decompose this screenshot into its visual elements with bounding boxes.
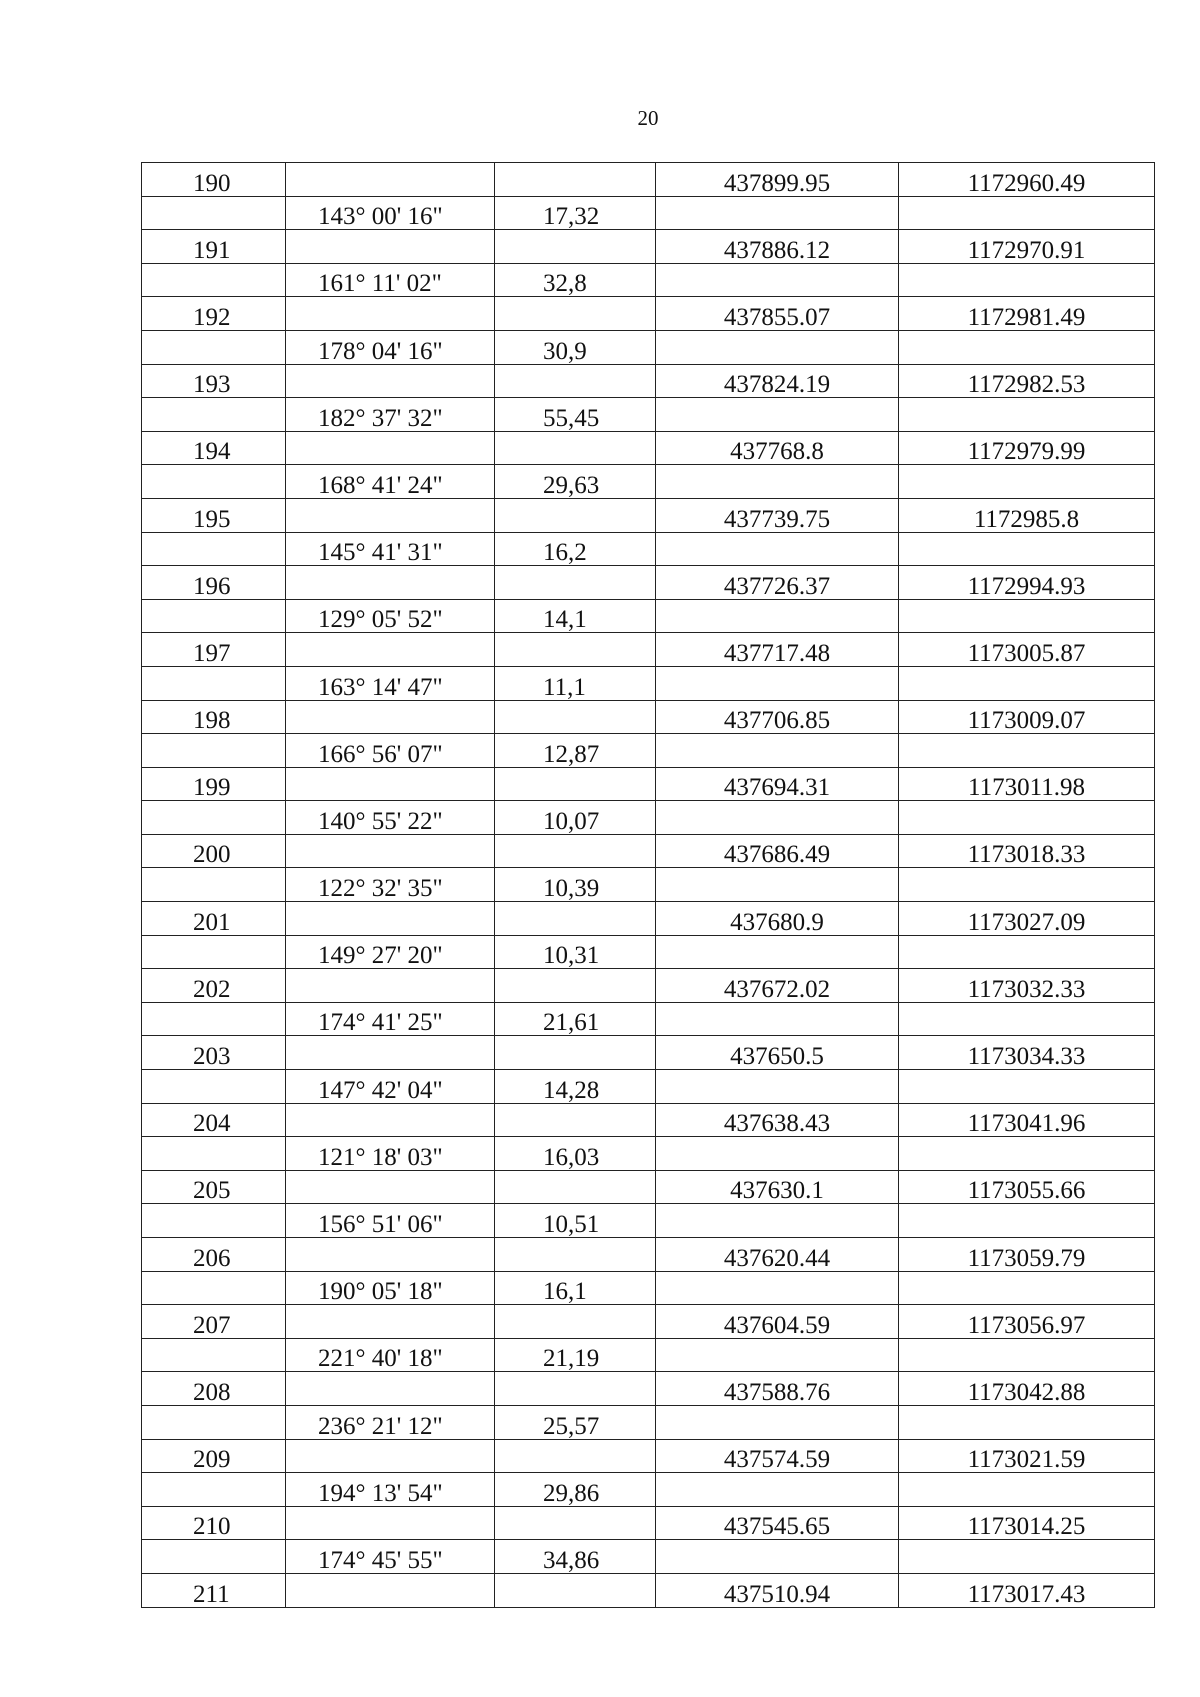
point-row: [142, 163, 1155, 197]
point-number-cell: 202: [142, 969, 286, 1003]
segment-row: [142, 1271, 1155, 1305]
segment-row: [142, 398, 1155, 432]
y-coordinate-cell: [899, 330, 1155, 364]
segment-row: [142, 1405, 1155, 1439]
direction-angle-cell: [286, 767, 495, 801]
direction-angle-cell: [286, 969, 495, 1003]
x-coordinate-cell: 437706.85: [656, 700, 899, 734]
x-coordinate-cell: [656, 532, 899, 566]
x-coordinate-cell: 437604.59: [656, 1305, 899, 1339]
distance-cell: [495, 969, 656, 1003]
point-number-cell: [142, 1473, 286, 1507]
segment-row: [142, 1473, 1155, 1507]
distance-cell: [495, 767, 656, 801]
x-coordinate-cell: 437680.9: [656, 902, 899, 936]
point-number-cell: [142, 1002, 286, 1036]
distance-cell: 55,45: [495, 398, 656, 432]
distance-cell: [495, 297, 656, 331]
y-coordinate-cell: [899, 1338, 1155, 1372]
y-coordinate-cell: 1173021.59: [899, 1439, 1155, 1473]
x-coordinate-cell: 437855.07: [656, 297, 899, 331]
y-coordinate-cell: 1173014.25: [899, 1506, 1155, 1540]
point-number-cell: [142, 330, 286, 364]
direction-angle-cell: 140° 55' 22": [286, 801, 495, 835]
point-number-cell: [142, 398, 286, 432]
distance-cell: [495, 163, 656, 197]
distance-cell: 30,9: [495, 330, 656, 364]
point-row: [142, 902, 1155, 936]
distance-cell: [495, 633, 656, 667]
point-row: [142, 364, 1155, 398]
segment-row: [142, 263, 1155, 297]
x-coordinate-cell: 437630.1: [656, 1170, 899, 1204]
y-coordinate-cell: [899, 734, 1155, 768]
x-coordinate-cell: 437588.76: [656, 1372, 899, 1406]
direction-angle-cell: 163° 14' 47": [286, 666, 495, 700]
y-coordinate-cell: 1173055.66: [899, 1170, 1155, 1204]
y-coordinate-cell: [899, 196, 1155, 230]
point-number-cell: [142, 465, 286, 499]
segment-row: [142, 196, 1155, 230]
distance-cell: 21,61: [495, 1002, 656, 1036]
y-coordinate-cell: 1172979.99: [899, 431, 1155, 465]
direction-angle-cell: [286, 1103, 495, 1137]
direction-angle-cell: 149° 27' 20": [286, 935, 495, 969]
x-coordinate-cell: 437510.94: [656, 1573, 899, 1607]
point-number-cell: 206: [142, 1238, 286, 1272]
direction-angle-cell: 121° 18' 03": [286, 1137, 495, 1171]
direction-angle-cell: 122° 32' 35": [286, 868, 495, 902]
point-row: [142, 1238, 1155, 1272]
direction-angle-cell: 174° 45' 55": [286, 1540, 495, 1574]
x-coordinate-cell: [656, 465, 899, 499]
point-number-cell: [142, 599, 286, 633]
point-row: [142, 230, 1155, 264]
segment-row: [142, 465, 1155, 499]
distance-cell: [495, 700, 656, 734]
y-coordinate-cell: [899, 1137, 1155, 1171]
point-row: [142, 834, 1155, 868]
x-coordinate-cell: [656, 1473, 899, 1507]
segment-row: [142, 734, 1155, 768]
x-coordinate-cell: [656, 1070, 899, 1104]
point-number-cell: [142, 935, 286, 969]
x-coordinate-cell: 437717.48: [656, 633, 899, 667]
distance-cell: [495, 1573, 656, 1607]
point-number-cell: 209: [142, 1439, 286, 1473]
y-coordinate-cell: [899, 935, 1155, 969]
point-row: [142, 700, 1155, 734]
y-coordinate-cell: 1172982.53: [899, 364, 1155, 398]
point-row: [142, 1170, 1155, 1204]
x-coordinate-cell: [656, 1204, 899, 1238]
x-coordinate-cell: 437545.65: [656, 1506, 899, 1540]
coordinates-table: [141, 162, 1155, 1608]
direction-angle-cell: 190° 05' 18": [286, 1271, 495, 1305]
distance-cell: [495, 364, 656, 398]
direction-angle-cell: [286, 364, 495, 398]
x-coordinate-cell: 437824.19: [656, 364, 899, 398]
y-coordinate-cell: 1172994.93: [899, 566, 1155, 600]
y-coordinate-cell: 1173056.97: [899, 1305, 1155, 1339]
y-coordinate-cell: [899, 1405, 1155, 1439]
y-coordinate-cell: 1173042.88: [899, 1372, 1155, 1406]
point-number-cell: 197: [142, 633, 286, 667]
y-coordinate-cell: [899, 1473, 1155, 1507]
segment-row: [142, 1070, 1155, 1104]
x-coordinate-cell: 437694.31: [656, 767, 899, 801]
point-number-cell: 208: [142, 1372, 286, 1406]
distance-cell: 14,28: [495, 1070, 656, 1104]
point-number-cell: 190: [142, 163, 286, 197]
y-coordinate-cell: 1173005.87: [899, 633, 1155, 667]
point-number-cell: [142, 1338, 286, 1372]
point-number-cell: 196: [142, 566, 286, 600]
x-coordinate-cell: 437726.37: [656, 566, 899, 600]
y-coordinate-cell: [899, 398, 1155, 432]
distance-cell: 17,32: [495, 196, 656, 230]
distance-cell: 10,39: [495, 868, 656, 902]
distance-cell: 12,87: [495, 734, 656, 768]
direction-angle-cell: [286, 1439, 495, 1473]
x-coordinate-cell: 437768.8: [656, 431, 899, 465]
segment-row: [142, 330, 1155, 364]
direction-angle-cell: [286, 1573, 495, 1607]
point-number-cell: 194: [142, 431, 286, 465]
x-coordinate-cell: [656, 935, 899, 969]
point-number-cell: 192: [142, 297, 286, 331]
point-number-cell: [142, 532, 286, 566]
y-coordinate-cell: [899, 263, 1155, 297]
distance-cell: 16,03: [495, 1137, 656, 1171]
point-number-cell: [142, 734, 286, 768]
direction-angle-cell: 143° 00' 16": [286, 196, 495, 230]
direction-angle-cell: [286, 1506, 495, 1540]
y-coordinate-cell: [899, 532, 1155, 566]
x-coordinate-cell: [656, 1338, 899, 1372]
point-number-cell: 204: [142, 1103, 286, 1137]
distance-cell: [495, 230, 656, 264]
distance-cell: 21,19: [495, 1338, 656, 1372]
direction-angle-cell: [286, 230, 495, 264]
segment-row: [142, 935, 1155, 969]
x-coordinate-cell: 437638.43: [656, 1103, 899, 1137]
x-coordinate-cell: [656, 1002, 899, 1036]
segment-row: [142, 868, 1155, 902]
y-coordinate-cell: 1172981.49: [899, 297, 1155, 331]
x-coordinate-cell: [656, 599, 899, 633]
x-coordinate-cell: [656, 196, 899, 230]
y-coordinate-cell: 1173018.33: [899, 834, 1155, 868]
x-coordinate-cell: 437899.95: [656, 163, 899, 197]
direction-angle-cell: 145° 41' 31": [286, 532, 495, 566]
distance-cell: 25,57: [495, 1405, 656, 1439]
x-coordinate-cell: [656, 1271, 899, 1305]
point-number-cell: 207: [142, 1305, 286, 1339]
point-number-cell: [142, 1137, 286, 1171]
page-number: 20: [637, 106, 659, 130]
x-coordinate-cell: [656, 330, 899, 364]
x-coordinate-cell: 437886.12: [656, 230, 899, 264]
point-row: [142, 498, 1155, 532]
distance-cell: 10,31: [495, 935, 656, 969]
point-number-cell: 191: [142, 230, 286, 264]
x-coordinate-cell: [656, 868, 899, 902]
x-coordinate-cell: [656, 1137, 899, 1171]
direction-angle-cell: [286, 163, 495, 197]
distance-cell: [495, 566, 656, 600]
point-number-cell: 205: [142, 1170, 286, 1204]
y-coordinate-cell: [899, 1271, 1155, 1305]
point-number-cell: [142, 196, 286, 230]
y-coordinate-cell: 1173011.98: [899, 767, 1155, 801]
segment-row: [142, 1338, 1155, 1372]
direction-angle-cell: [286, 566, 495, 600]
distance-cell: [495, 498, 656, 532]
point-number-cell: 195: [142, 498, 286, 532]
x-coordinate-cell: [656, 398, 899, 432]
y-coordinate-cell: 1172985.8: [899, 498, 1155, 532]
x-coordinate-cell: 437686.49: [656, 834, 899, 868]
x-coordinate-cell: [656, 1405, 899, 1439]
y-coordinate-cell: [899, 599, 1155, 633]
x-coordinate-cell: [656, 1540, 899, 1574]
distance-cell: 14,1: [495, 599, 656, 633]
point-row: [142, 633, 1155, 667]
point-row: [142, 1439, 1155, 1473]
point-number-cell: 193: [142, 364, 286, 398]
distance-cell: 11,1: [495, 666, 656, 700]
point-row: [142, 767, 1155, 801]
segment-row: [142, 599, 1155, 633]
y-coordinate-cell: 1173027.09: [899, 902, 1155, 936]
y-coordinate-cell: 1172970.91: [899, 230, 1155, 264]
direction-angle-cell: [286, 498, 495, 532]
y-coordinate-cell: 1172960.49: [899, 163, 1155, 197]
coordinates-table-body: [142, 163, 1155, 1608]
x-coordinate-cell: 437574.59: [656, 1439, 899, 1473]
direction-angle-cell: [286, 1036, 495, 1070]
x-coordinate-cell: 437650.5: [656, 1036, 899, 1070]
point-number-cell: [142, 801, 286, 835]
x-coordinate-cell: 437620.44: [656, 1238, 899, 1272]
point-row: [142, 297, 1155, 331]
segment-row: [142, 1137, 1155, 1171]
distance-cell: [495, 431, 656, 465]
direction-angle-cell: 236° 21' 12": [286, 1405, 495, 1439]
direction-angle-cell: 178° 04' 16": [286, 330, 495, 364]
y-coordinate-cell: 1173032.33: [899, 969, 1155, 1003]
direction-angle-cell: [286, 297, 495, 331]
point-row: [142, 1506, 1155, 1540]
point-row: [142, 969, 1155, 1003]
direction-angle-cell: [286, 834, 495, 868]
distance-cell: [495, 1036, 656, 1070]
point-row: [142, 1573, 1155, 1607]
y-coordinate-cell: [899, 666, 1155, 700]
point-number-cell: [142, 1070, 286, 1104]
direction-angle-cell: [286, 633, 495, 667]
distance-cell: 29,63: [495, 465, 656, 499]
point-number-cell: [142, 868, 286, 902]
direction-angle-cell: 174° 41' 25": [286, 1002, 495, 1036]
y-coordinate-cell: 1173009.07: [899, 700, 1155, 734]
y-coordinate-cell: [899, 868, 1155, 902]
distance-cell: [495, 902, 656, 936]
point-number-cell: 199: [142, 767, 286, 801]
point-number-cell: 211: [142, 1573, 286, 1607]
distance-cell: [495, 1305, 656, 1339]
direction-angle-cell: 194° 13' 54": [286, 1473, 495, 1507]
distance-cell: [495, 834, 656, 868]
point-number-cell: 210: [142, 1506, 286, 1540]
x-coordinate-cell: 437672.02: [656, 969, 899, 1003]
point-number-cell: [142, 1271, 286, 1305]
distance-cell: 29,86: [495, 1473, 656, 1507]
y-coordinate-cell: [899, 1540, 1155, 1574]
point-row: [142, 1103, 1155, 1137]
direction-angle-cell: [286, 431, 495, 465]
segment-row: [142, 1002, 1155, 1036]
distance-cell: 34,86: [495, 1540, 656, 1574]
direction-angle-cell: [286, 700, 495, 734]
y-coordinate-cell: [899, 1002, 1155, 1036]
direction-angle-cell: [286, 1372, 495, 1406]
distance-cell: [495, 1170, 656, 1204]
segment-row: [142, 1540, 1155, 1574]
point-number-cell: [142, 666, 286, 700]
distance-cell: [495, 1506, 656, 1540]
distance-cell: [495, 1372, 656, 1406]
x-coordinate-cell: [656, 734, 899, 768]
direction-angle-cell: [286, 1305, 495, 1339]
direction-angle-cell: [286, 902, 495, 936]
distance-cell: 16,1: [495, 1271, 656, 1305]
direction-angle-cell: 156° 51' 06": [286, 1204, 495, 1238]
segment-row: [142, 666, 1155, 700]
distance-cell: 10,51: [495, 1204, 656, 1238]
y-coordinate-cell: 1173017.43: [899, 1573, 1155, 1607]
distance-cell: [495, 1103, 656, 1137]
point-number-cell: [142, 1204, 286, 1238]
point-number-cell: [142, 263, 286, 297]
y-coordinate-cell: [899, 1204, 1155, 1238]
direction-angle-cell: 221° 40' 18": [286, 1338, 495, 1372]
point-number-cell: [142, 1540, 286, 1574]
direction-angle-cell: [286, 1170, 495, 1204]
y-coordinate-cell: [899, 465, 1155, 499]
y-coordinate-cell: 1173034.33: [899, 1036, 1155, 1070]
segment-row: [142, 532, 1155, 566]
point-row: [142, 1036, 1155, 1070]
point-row: [142, 1372, 1155, 1406]
direction-angle-cell: 168° 41' 24": [286, 465, 495, 499]
point-number-cell: 201: [142, 902, 286, 936]
x-coordinate-cell: 437739.75: [656, 498, 899, 532]
y-coordinate-cell: 1173041.96: [899, 1103, 1155, 1137]
direction-angle-cell: 182° 37' 32": [286, 398, 495, 432]
point-number-cell: 200: [142, 834, 286, 868]
x-coordinate-cell: [656, 801, 899, 835]
y-coordinate-cell: [899, 801, 1155, 835]
distance-cell: 10,07: [495, 801, 656, 835]
point-number-cell: [142, 1405, 286, 1439]
segment-row: [142, 801, 1155, 835]
y-coordinate-cell: [899, 1070, 1155, 1104]
y-coordinate-cell: 1173059.79: [899, 1238, 1155, 1272]
direction-angle-cell: 161° 11' 02": [286, 263, 495, 297]
segment-row: [142, 1204, 1155, 1238]
distance-cell: 16,2: [495, 532, 656, 566]
x-coordinate-cell: [656, 263, 899, 297]
point-number-cell: 203: [142, 1036, 286, 1070]
point-row: [142, 566, 1155, 600]
direction-angle-cell: 129° 05' 52": [286, 599, 495, 633]
point-row: [142, 1305, 1155, 1339]
x-coordinate-cell: [656, 666, 899, 700]
point-row: [142, 431, 1155, 465]
direction-angle-cell: [286, 1238, 495, 1272]
direction-angle-cell: 166° 56' 07": [286, 734, 495, 768]
direction-angle-cell: 147° 42' 04": [286, 1070, 495, 1104]
distance-cell: 32,8: [495, 263, 656, 297]
distance-cell: [495, 1238, 656, 1272]
distance-cell: [495, 1439, 656, 1473]
point-number-cell: 198: [142, 700, 286, 734]
